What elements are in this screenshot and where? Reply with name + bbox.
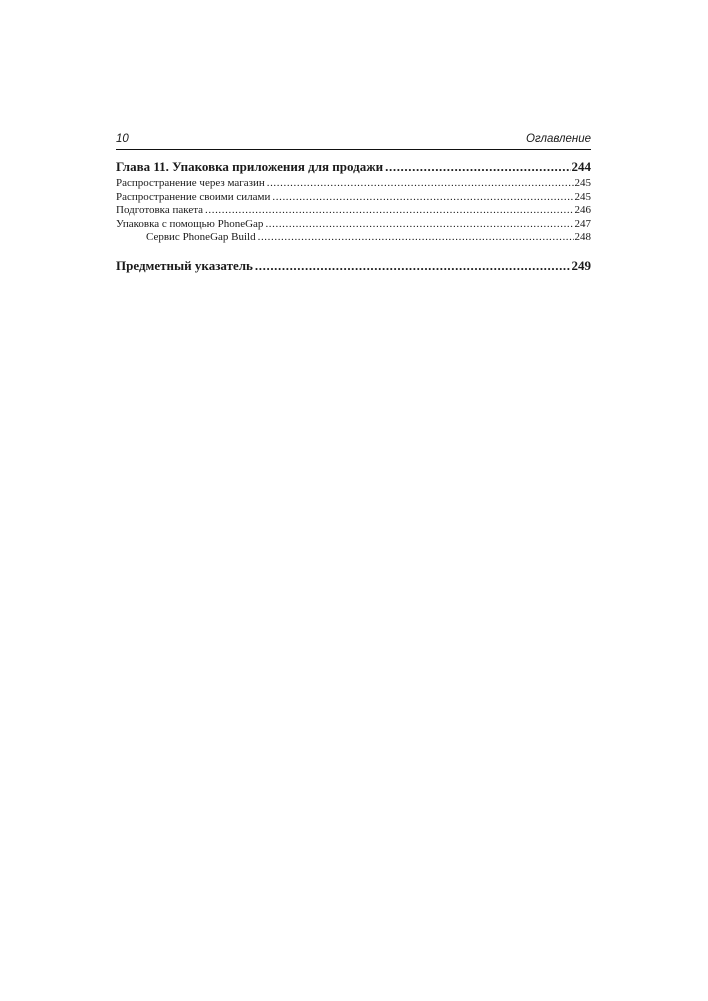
toc-entry-title: Распространение своими силами — [116, 190, 271, 203]
toc-entry-page: 248 — [574, 231, 591, 243]
dot-leader — [272, 191, 573, 205]
toc-entry-page: 245 — [574, 190, 591, 203]
toc-entry-title: Глава 11. Упаковка приложения для продажи — [116, 159, 384, 174]
toc-section-entry[interactable] — [116, 177, 591, 191]
running-header-title: Оглавление — [526, 133, 591, 145]
toc-index-entry[interactable] — [116, 257, 591, 275]
toc-entry-page: 244 — [571, 159, 591, 174]
toc-section-entry[interactable] — [116, 191, 591, 205]
toc-entry-title: Распространение через магазин — [116, 177, 265, 189]
toc-entry-title: Сервис PhoneGap Build — [146, 231, 256, 243]
toc-subsection-entry[interactable] — [116, 231, 591, 245]
toc-entry-page: 246 — [574, 204, 591, 216]
toc-chapter-entry[interactable] — [116, 158, 591, 176]
table-of-contents — [116, 158, 591, 275]
toc-entry-title: Предметный указатель — [116, 257, 253, 273]
dot-leader — [267, 177, 574, 191]
toc-entry-page: 247 — [574, 217, 591, 230]
dot-leader — [205, 204, 573, 218]
toc-section-entry[interactable] — [116, 204, 591, 218]
dot-leader — [258, 231, 574, 245]
toc-entry-title: Подготовка пакета — [116, 204, 204, 216]
toc-entry-page: 249 — [571, 257, 591, 273]
header-divider — [116, 149, 591, 150]
dot-leader — [265, 218, 573, 232]
dot-leader — [255, 257, 571, 275]
page-number: 10 — [116, 133, 129, 145]
toc-entry-title: Упаковка с помощью PhoneGap — [116, 217, 264, 230]
running-header — [116, 131, 591, 147]
toc-section-entry[interactable] — [116, 218, 591, 232]
dot-leader — [385, 158, 570, 176]
toc-entry-page: 245 — [574, 177, 591, 189]
